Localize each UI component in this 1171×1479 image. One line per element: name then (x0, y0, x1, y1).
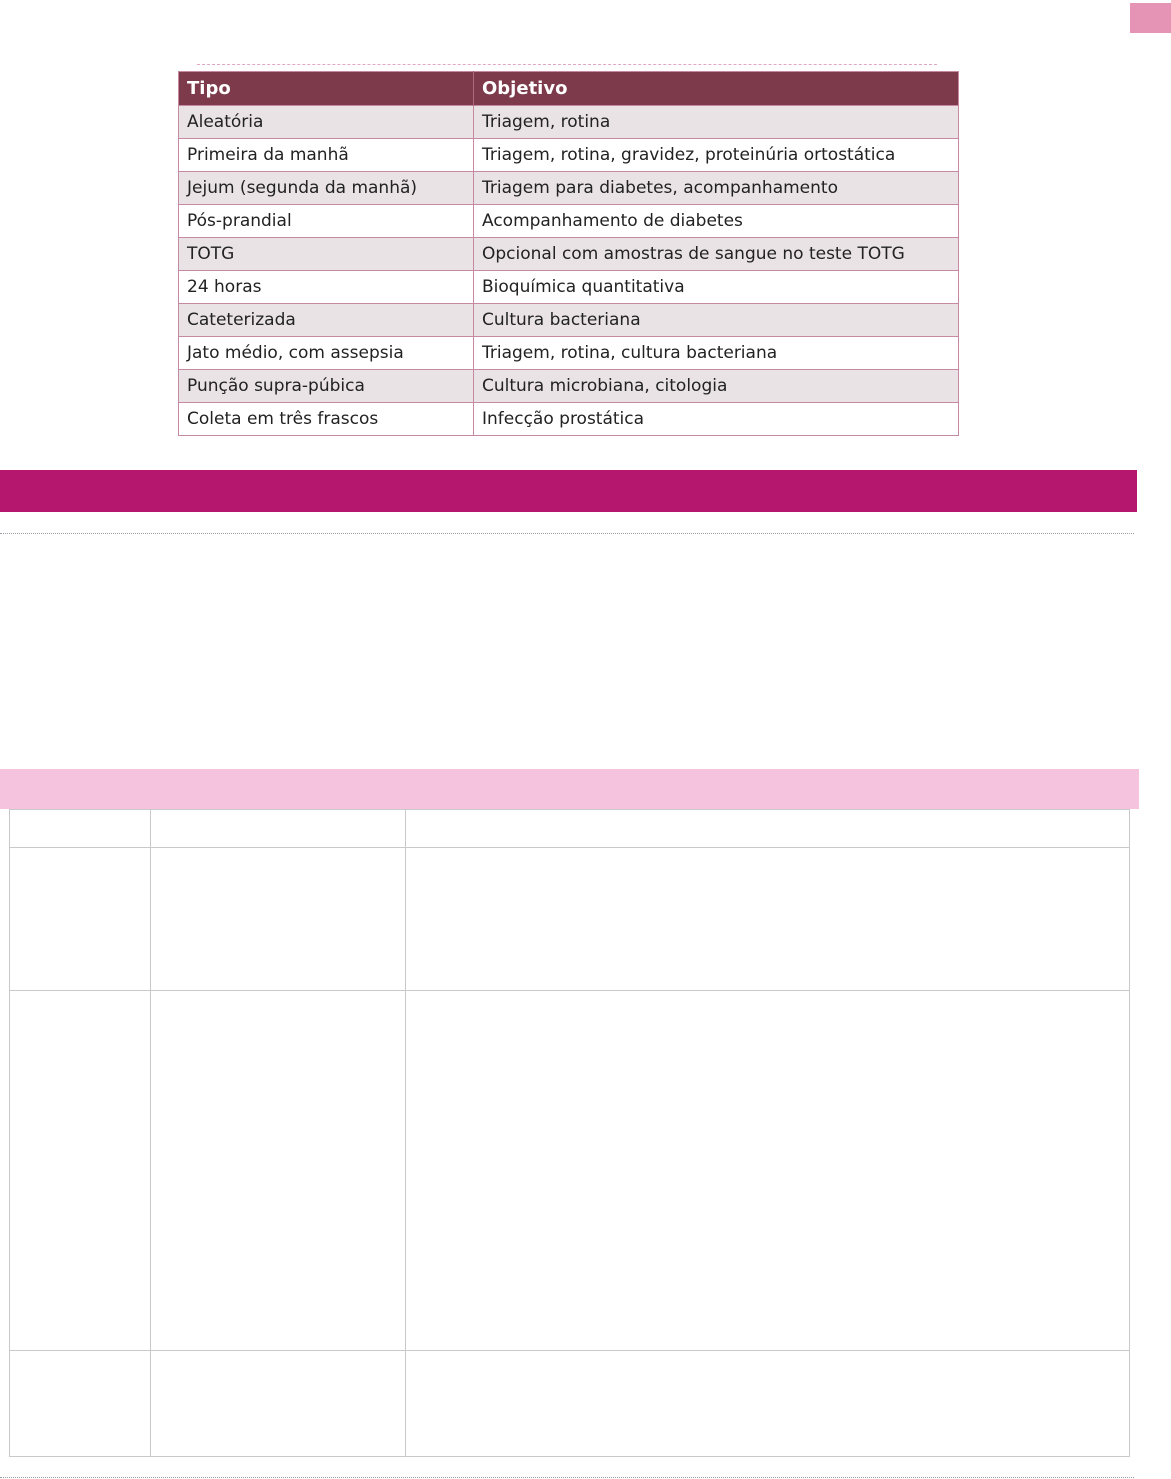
section-heading-band (0, 470, 1137, 512)
cell-objetivo: Opcional com amostras de sangue no teste TOTG (474, 238, 959, 271)
cell-tipo: 24 horas (179, 271, 474, 304)
cell-tipo: Aleatória (179, 106, 474, 139)
cell-objetivo: Infecção prostática (474, 403, 959, 436)
cell-objetivo: Triagem, rotina, cultura bacteriana (474, 337, 959, 370)
cell-objetivo: Triagem para diabetes, acompanhamento (474, 172, 959, 205)
cell-objetivo: Cultura microbiana, citologia (474, 370, 959, 403)
top-dashed-rule (197, 64, 937, 65)
section-dotted-rule (0, 533, 1134, 534)
grid-cell (151, 848, 406, 991)
grid-cell (10, 991, 151, 1351)
table-row (179, 370, 959, 403)
table-row (179, 205, 959, 238)
cell-objetivo: Cultura bacteriana (474, 304, 959, 337)
cell-tipo: Punção supra-púbica (179, 370, 474, 403)
grid-cell (406, 848, 1130, 991)
grid-cell (406, 1351, 1130, 1457)
table-title-band (0, 769, 1139, 809)
column-header-tipo: Tipo (179, 72, 474, 106)
grid-row (10, 848, 1130, 991)
table-row (179, 139, 959, 172)
page-corner-tab (1130, 3, 1171, 33)
grid-cell (406, 810, 1130, 848)
cell-tipo: Cateterizada (179, 304, 474, 337)
grid-cell (10, 1351, 151, 1457)
empty-grid-table (9, 809, 1130, 1457)
cell-tipo: Primeira da manhã (179, 139, 474, 172)
grid-cell (151, 810, 406, 848)
grid-cell (151, 991, 406, 1351)
grid-row (10, 991, 1130, 1351)
grid-cell (406, 991, 1130, 1351)
cell-tipo: Jejum (segunda da manhã) (179, 172, 474, 205)
cell-objetivo: Triagem, rotina, gravidez, proteinúria ortostática (474, 139, 959, 172)
table-row (179, 106, 959, 139)
grid-row (10, 1351, 1130, 1457)
table-row (179, 337, 959, 370)
cell-tipo: Pós-prandial (179, 205, 474, 238)
cell-tipo: Coleta em três frascos (179, 403, 474, 436)
grid-cell (151, 1351, 406, 1457)
cell-tipo: TOTG (179, 238, 474, 271)
table-row (179, 304, 959, 337)
grid-row (10, 810, 1130, 848)
grid-cell (10, 810, 151, 848)
cell-objetivo: Triagem, rotina (474, 106, 959, 139)
cell-tipo: Jato médio, com assepsia (179, 337, 474, 370)
grid-cell (10, 848, 151, 991)
table-row (179, 271, 959, 304)
column-header-objetivo: Objetivo (474, 72, 959, 106)
table-header-row (179, 72, 959, 106)
table-row (179, 172, 959, 205)
bottom-dotted-rule (0, 1477, 1134, 1478)
table-row (179, 238, 959, 271)
table-row (179, 403, 959, 436)
cell-objetivo: Acompanhamento de diabetes (474, 205, 959, 238)
cell-objetivo: Bioquímica quantitativa (474, 271, 959, 304)
specimen-types-table (178, 71, 959, 436)
